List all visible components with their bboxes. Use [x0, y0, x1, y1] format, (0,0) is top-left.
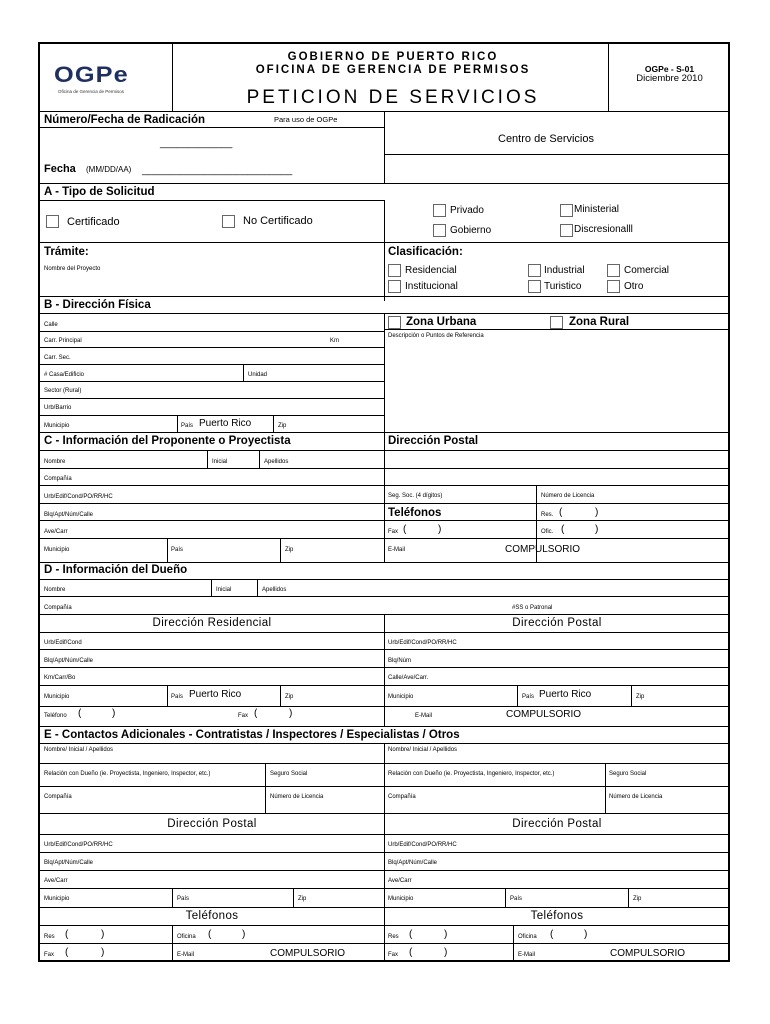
industrial-checkbox[interactable] — [528, 264, 541, 277]
contacto1-nombre-label: Nombre/ Inicial / Apellidos — [44, 747, 114, 753]
radicacion-label: Número/Fecha de Radicación — [44, 114, 206, 126]
dueno-municipio-postal-label: Municipio — [388, 694, 414, 700]
zona-rural-checkbox[interactable] — [550, 316, 563, 329]
contacto2-relacion-label: Relación con Dueño (ie. Proyectista, Ingeniero, Inspector, etc.) — [388, 771, 555, 777]
unidad-label: Unidad — [248, 372, 268, 378]
contacto2-seguro-label: Seguro Social — [609, 771, 647, 777]
institucional-label: Institucional — [405, 281, 458, 292]
dueno-urb-postal-label: Urb/Edif/Cond/PO/RR/HC — [388, 640, 457, 646]
zona-urbana-checkbox[interactable] — [388, 316, 401, 329]
dueno-postal-title: Dirección Postal — [512, 617, 602, 629]
discrecional-label: Discresionalll — [574, 224, 633, 235]
contacto2-ave-label: Ave/Carr — [388, 878, 412, 884]
municipio-label: Municipio — [44, 423, 70, 429]
proponente-urb-label: Urb/Edif/Cond/PO/RR/HC — [44, 494, 113, 500]
proponente-fax-label: Fax — [388, 529, 399, 535]
section-c-title: C - Información del Proponente o Proyectista — [44, 435, 291, 447]
c2-fax-paren-open: ( — [409, 947, 413, 958]
proponente-ave-label: Ave/Carr — [44, 529, 68, 535]
contacto2-oficina-label: Oficina — [518, 934, 537, 940]
contacto1-oficina-label: Oficina — [177, 934, 196, 940]
carr-sec-label: Carr. Sec. — [44, 355, 71, 361]
residencial-checkbox[interactable] — [388, 264, 401, 277]
c2-ofi-paren-open: ( — [550, 929, 554, 940]
certificado-label: Certificado — [67, 216, 120, 228]
pais-label: País — [181, 423, 194, 429]
certificado-checkbox[interactable] — [46, 215, 59, 228]
comercial-label: Comercial — [624, 265, 670, 276]
c1-fax-paren-open: ( — [65, 947, 69, 958]
c1-res-paren-open: ( — [65, 929, 69, 940]
ofic-label: Ofic. — [541, 529, 554, 535]
ofic-paren-close: ) — [595, 524, 599, 535]
contacto1-compulsorio: COMPULSORIO — [270, 948, 346, 959]
dueno-fax-paren-close: ) — [289, 708, 293, 719]
dueno-urb-label: Urb/Edif/Cond — [44, 640, 82, 646]
dueno-km-label: Km/Carr/Bo — [44, 675, 76, 681]
contacto1-seguro-label: Seguro Social — [270, 771, 308, 777]
seg-soc-label: Seg. Soc. (4 dígitos) — [388, 493, 443, 499]
fecha-format: (MM/DD/AA) — [86, 165, 132, 174]
industrial-label: Industrial — [544, 265, 585, 276]
fax-paren-close: ) — [438, 524, 442, 535]
contacto1-pais-label: País — [177, 896, 190, 902]
proponente-pais-label: País — [171, 547, 184, 553]
contacto2-res-label: Res — [388, 934, 399, 940]
gobierno-checkbox[interactable] — [433, 224, 446, 237]
contacto2-telefonos-title: Teléfonos — [530, 910, 584, 922]
contacto2-urb-label: Urb/Edif/Cond/PO/RR/HC — [388, 842, 457, 848]
c1-ofi-paren-open: ( — [208, 929, 212, 940]
gov-heading: GOBIERNO DE PUERTO RICO — [287, 51, 499, 63]
logo-text: OGPe — [54, 62, 129, 87]
contacto1-urb-label: Urb/Edif/Cond/PO/RR/HC — [44, 842, 113, 848]
c1-res-paren-close: ) — [101, 929, 105, 940]
proponente-telefonos-label: Teléfonos — [388, 507, 442, 519]
privado-label: Privado — [450, 205, 484, 216]
dueno-email-label: E-Mail — [415, 713, 433, 719]
fecha-label: Fecha — [44, 163, 76, 175]
residencial-label: Residencial — [405, 265, 457, 276]
no-certificado-checkbox[interactable] — [222, 215, 235, 228]
proponente-compania-label: Compañía — [44, 476, 72, 482]
res-paren-close: ) — [595, 507, 599, 518]
contacto1-res-label: Res — [44, 934, 55, 940]
contacto2-postal-title: Dirección Postal — [512, 818, 602, 830]
turistico-label: Turistico — [544, 281, 582, 292]
proponente-licencia-label: Número de Licencia — [541, 493, 595, 499]
proponente-email-label: E-Mail — [388, 547, 406, 553]
dueno-telefono-label: Teléfono — [44, 713, 67, 719]
c2-ofi-paren-close: ) — [584, 929, 588, 940]
contacto2-municipio-label: Municipio — [388, 896, 414, 902]
dueno-zip-postal-label: Zip — [636, 694, 645, 700]
peticion-form — [38, 42, 730, 962]
dueno-blq-label: Blq/Apt/Núm/Calle — [44, 658, 94, 664]
dueno-fax-paren-open: ( — [254, 708, 258, 719]
contacto2-fax-label: Fax — [388, 952, 399, 958]
zip-label: Zip — [278, 423, 287, 429]
tramite-label: Trámite: — [44, 246, 89, 258]
dueno-zip-label: Zip — [285, 694, 294, 700]
fecha-field[interactable]: ___________________________ — [142, 165, 293, 176]
section-e-title: E - Contactos Adicionales - Contratistas / Inspectores / Especialistas / Otros — [44, 729, 460, 741]
contacto2-pais-label: País — [510, 896, 523, 902]
dueno-municipio-label: Municipio — [44, 694, 70, 700]
c2-fax-paren-close: ) — [444, 947, 448, 958]
tel-paren-open: ( — [78, 708, 82, 719]
office-heading: OFICINA DE GERENCIA DE PERMISOS — [255, 64, 531, 76]
carr-principal-label: Carr. Principal — [44, 338, 82, 344]
c1-fax-paren-close: ) — [101, 947, 105, 958]
contacto1-licencia-label: Número de Licencia — [270, 794, 324, 800]
contacto2-blq-label: Blq/Apt/Núm/Calle — [388, 860, 438, 866]
privado-checkbox[interactable] — [433, 204, 446, 217]
page-title: PETICION DE SERVICIOS — [246, 87, 540, 108]
tel-paren-close: ) — [112, 708, 116, 719]
contacto1-fax-label: Fax — [44, 952, 55, 958]
contacto1-relacion-label: Relación con Dueño (ie. Proyectista, Ingeniero, Inspector, etc.) — [44, 771, 211, 777]
c1-ofi-paren-close: ) — [242, 929, 246, 940]
proponente-compulsorio: COMPULSORIO — [505, 544, 581, 555]
otro-checkbox[interactable] — [607, 280, 620, 293]
contacto1-email-label: E-Mail — [177, 952, 195, 958]
radicacion-number-field[interactable]: _____________ — [160, 138, 233, 149]
ss-patronal-label: #SS o Patronal — [512, 605, 553, 611]
urb-barrio-label: Urb/Barrio — [44, 405, 72, 411]
proponente-nombre-label: Nombre — [44, 459, 66, 465]
contacto1-telefonos-title: Teléfonos — [185, 910, 239, 922]
form-date: Diciembre 2010 — [636, 73, 703, 84]
turistico-checkbox[interactable] — [528, 280, 541, 293]
form-code: OGPe - S-01 — [644, 64, 695, 74]
ofic-paren-open: ( — [561, 524, 565, 535]
calle-label: Calle — [44, 322, 58, 328]
office-use-label: Para uso de OGPe — [274, 115, 338, 124]
contacto2-email-label: E-Mail — [518, 952, 536, 958]
section-a-title: A - Tipo de Solicitud — [44, 186, 155, 198]
dueno-inicial-label: Inicial — [216, 587, 232, 593]
contacto1-municipio-label: Municipio — [44, 896, 70, 902]
institucional-checkbox[interactable] — [388, 280, 401, 293]
no-certificado-label: No Certificado — [243, 215, 313, 227]
sector-label: Sector (Rural) — [44, 388, 82, 394]
zona-rural-label: Zona Rural — [569, 316, 630, 328]
proponente-apellidos-label: Apellidos — [264, 459, 289, 465]
contacto2-compulsorio: COMPULSORIO — [610, 948, 686, 959]
zona-urbana-label: Zona Urbana — [406, 316, 477, 328]
proponente-postal-label: Dirección Postal — [388, 435, 479, 447]
contacto2-nombre-label: Nombre/ Inicial / Apellidos — [388, 747, 458, 753]
dueno-residencial-title: Dirección Residencial — [152, 617, 272, 629]
dueno-compania-label: Compañía — [44, 605, 72, 611]
dueno-blq-postal-label: Blq/Núm — [388, 658, 412, 664]
contacto1-compania-label: Compañía — [44, 794, 72, 800]
contacto1-postal-title: Dirección Postal — [167, 818, 257, 830]
clasificacion-label: Clasificación: — [388, 246, 463, 258]
gobierno-label: Gobierno — [450, 225, 492, 236]
ministerial-checkbox[interactable] — [560, 204, 573, 217]
c2-res-paren-open: ( — [409, 929, 413, 940]
contacto1-ave-label: Ave/Carr — [44, 878, 68, 884]
dueno-pais-label: País — [171, 694, 184, 700]
fax-paren-open: ( — [403, 524, 407, 535]
contacto2-compania-label: Compañía — [388, 794, 416, 800]
descripcion-label: Descripción o Puntos de Referencia — [388, 333, 484, 339]
proponente-inicial-label: Inicial — [212, 459, 228, 465]
ministerial-label: Ministerial — [574, 204, 620, 215]
dueno-compulsorio: COMPULSORIO — [506, 709, 582, 720]
dueno-apellidos-label: Apellidos — [262, 587, 287, 593]
contacto2-licencia-label: Número de Licencia — [609, 794, 663, 800]
res-paren-open: ( — [559, 507, 563, 518]
contacto2-zip-label: Zip — [633, 896, 642, 902]
contacto1-zip-label: Zip — [298, 896, 307, 902]
section-d-title: D - Información del Dueño — [44, 564, 188, 576]
comercial-checkbox[interactable] — [607, 264, 620, 277]
contacto1-blq-label: Blq/Apt/Núm/Calle — [44, 860, 94, 866]
dueno-pais-value[interactable]: Puerto Rico — [189, 689, 242, 700]
otro-label: Otro — [624, 281, 644, 292]
c2-res-paren-close: ) — [444, 929, 448, 940]
pais-value[interactable]: Puerto Rico — [199, 418, 252, 429]
section-b-title: B - Dirección Física — [44, 299, 151, 311]
casa-label: # Casa/Edificio — [44, 372, 85, 378]
dueno-pais-postal-value[interactable]: Puerto Rico — [539, 689, 592, 700]
dueno-nombre-label: Nombre — [44, 587, 66, 593]
proponente-zip-label: Zip — [285, 547, 294, 553]
dueno-calle-postal-label: Calle/Ave/Carr. — [388, 675, 429, 681]
dueno-pais-postal-label: País — [522, 694, 535, 700]
centro-servicios-label: Centro de Servicios — [498, 133, 594, 145]
proponente-blq-label: Blq/Apt/Núm/Calle — [44, 512, 94, 518]
proponente-municipio-label: Municipio — [44, 547, 70, 553]
discrecional-checkbox[interactable] — [560, 224, 573, 237]
dueno-fax-label: Fax — [238, 713, 249, 719]
km-label: Km — [330, 338, 339, 344]
nombre-proyecto-label: Nombre del Proyecto — [44, 266, 101, 272]
res-label: Res. — [541, 512, 554, 518]
logo-subtitle: Oficina de Gerencia de Permisos — [58, 89, 125, 94]
